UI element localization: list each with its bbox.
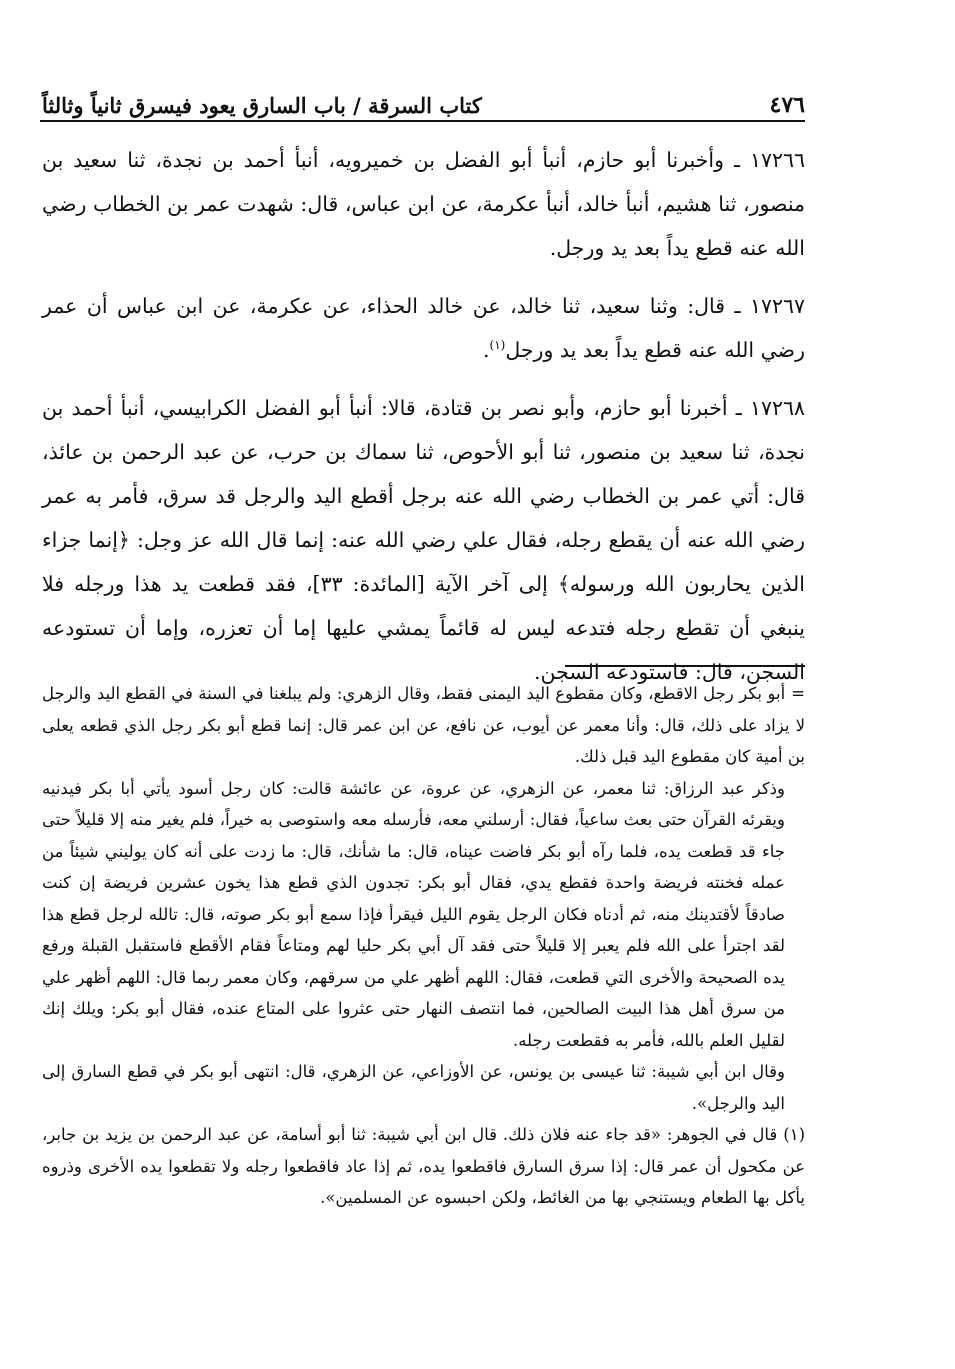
footnote-1-marker: (١): [783, 1125, 805, 1144]
continuation-marker: =: [791, 684, 805, 703]
hadith-17266: ١٧٢٦٦ ـ وأخبرنا أبو حازم، أنبأ أبو الفضل بن خميرويه، أنبأ أحمد بن نجدة، ثنا سعيد بن منصور، ثنا هشيم، أنبأ خالد، أنبأ عكرمة، عن ابن عباس، قال: شهدت عمر بن الخطاب رضي الله عنه قطع يداً بعد يد ورجل.: [42, 148, 805, 260]
hadith-17268: ١٧٢٦٨ ـ أخبرنا أبو حازم، وأبو نصر بن قتادة، قالا: أنبأ أبو الفضل الكرابيسي، أنبأ أحمد بن نجدة، ثنا سعيد بن منصور، ثنا أبو الأحوص، ثنا سماك بن حرب، عن عبد الرحمن بن عائذ، قال: أتي عمر بن الخطاب رضي الله عنه برجل أقطع اليد والرجل قد سرق، فأمر به عمر رضي الله عنه أن يقطع رجله، فقال علي رضي الله عنه: إنما قال الله عز وجل: ﴿إنما جزاء الذين يحاربون الله ورسوله﴾ إلى آخر الآية [المائدة: ٣٣]، فقد قطعت يد هذا ورجله فلا ينبغي أن تقطع رجله فتدعه ليس له قائماً يمشي عليها إما أن تعزره، وإما أن تستودعه السجن، قال: فاستودعه السجن.: [42, 396, 805, 684]
hadith-17267: [42, 284, 805, 372]
footnote-ref[interactable]: (١): [489, 338, 506, 353]
footnote-rule: [565, 665, 805, 667]
running-header: [42, 84, 805, 118]
header-rule: [40, 120, 805, 122]
footnote-continuation-1: [42, 678, 805, 773]
main-text: [42, 138, 805, 708]
hadith-17267-end: .: [482, 338, 490, 362]
page-number: ٤٧٦: [769, 92, 805, 118]
footnote-continuation-3: وقال ابن أبي شيبة: ثنا عيسى بن يونس، عن الأوزاعي، عن الزهري، قال: انتهى أبو بكر في قطع السارق إلى اليد والرجل».: [42, 1062, 785, 1113]
running-title: كتاب السرقة / باب السارق يعود فيسرق ثانياً وثالثاً: [42, 93, 482, 118]
hadith-17267-text: ١٧٢٦٧ ـ قال: وثنا سعيد، ثنا خالد، عن خالد الحذاء، عن عكرمة، عن ابن عباس أن عمر رضي الله عنه قطع يداً بعد يد ورجل: [42, 294, 805, 362]
footnote-1: [42, 1119, 805, 1214]
footnotes: [42, 678, 805, 1214]
footnote-continuation-text-1: أبو بكر رجل الاقطع، وكان مقطوع اليد اليمنى فقط، وقال الزهري: ولم يبلغنا في السنة في القطع اليد والرجل لا يزاد على ذلك، قال: وأنا معمر عن أيوب، عن نافع، عن ابن عمر قال: إنما قطع أبو بكر رجل الذي قطعه يعلى بن أمية كان مقطوع اليد قبل ذلك.: [42, 684, 805, 766]
footnote-continuation-2: وذكر عبد الرزاق: ثنا معمر، عن الزهري، عن عروة، عن عائشة قالت: كان رجل أسود يأتي أبا بكر فيدنيه ويقرئه القرآن حتى بعث ساعياً، فقال: أرسلني معه، فأرسله معه واستوصى به خيراً، فلم يغير منه إلا قليلاً حتى جاء قد قطعت يده، فلما رآه أبو بكر فاضت عيناه، قال: ما شأنك، قال: ما زدت على أنه كان يوليني شيئاً من عمله فخنته فريضة واحدة فقطع يدي، فقال أبو بكر: تجدون الذي قطع هذا يخون عشرين فريضة إن كنت صادقاً لأقتدينك منه، ثم أدناه فكان الرجل يقوم الليل فيقرأ فإذا سمع أبو بكر صوته، قال: تالله لرجل قطع هذا لقد اجترأ على الله فلم يعبر إلا قليلاً حتى فقد آل أبي بكر حليا لهم ومتاعاً فقام الأقطع فاستقبل القبلة ورفع يده الصحيحة والأخرى التي قطعت، فقال: اللهم أظهر علي من سرقهم، وكان معمر ربما قال: اللهم أظهر علي من سرق أهل هذا البيت الصالحين، فما انتصف النهار حتى عثروا على المتاع عنده، فقال أبو بكر: ويلك إنك لقليل العلم بالله، فأمر به فقطعت رجله.: [42, 778, 785, 1050]
footnote-1-text: قال في الجوهر: «قد جاء عنه فلان ذلك. قال ابن أبي شيبة: ثنا أبو أسامة، عن عبد الرحمن بن يزيد بن جابر، عن مكحول أن عمر قال: إذا سرق السارق فاقطعوا يده، ثم إذا عاد فاقطعوا رجله ولا تقطعوا يده الأخرى وذروه يأكل بها الطعام ويستنجي بها من الغائط، ولكن احبسوه عن المسلمين».: [42, 1125, 805, 1207]
